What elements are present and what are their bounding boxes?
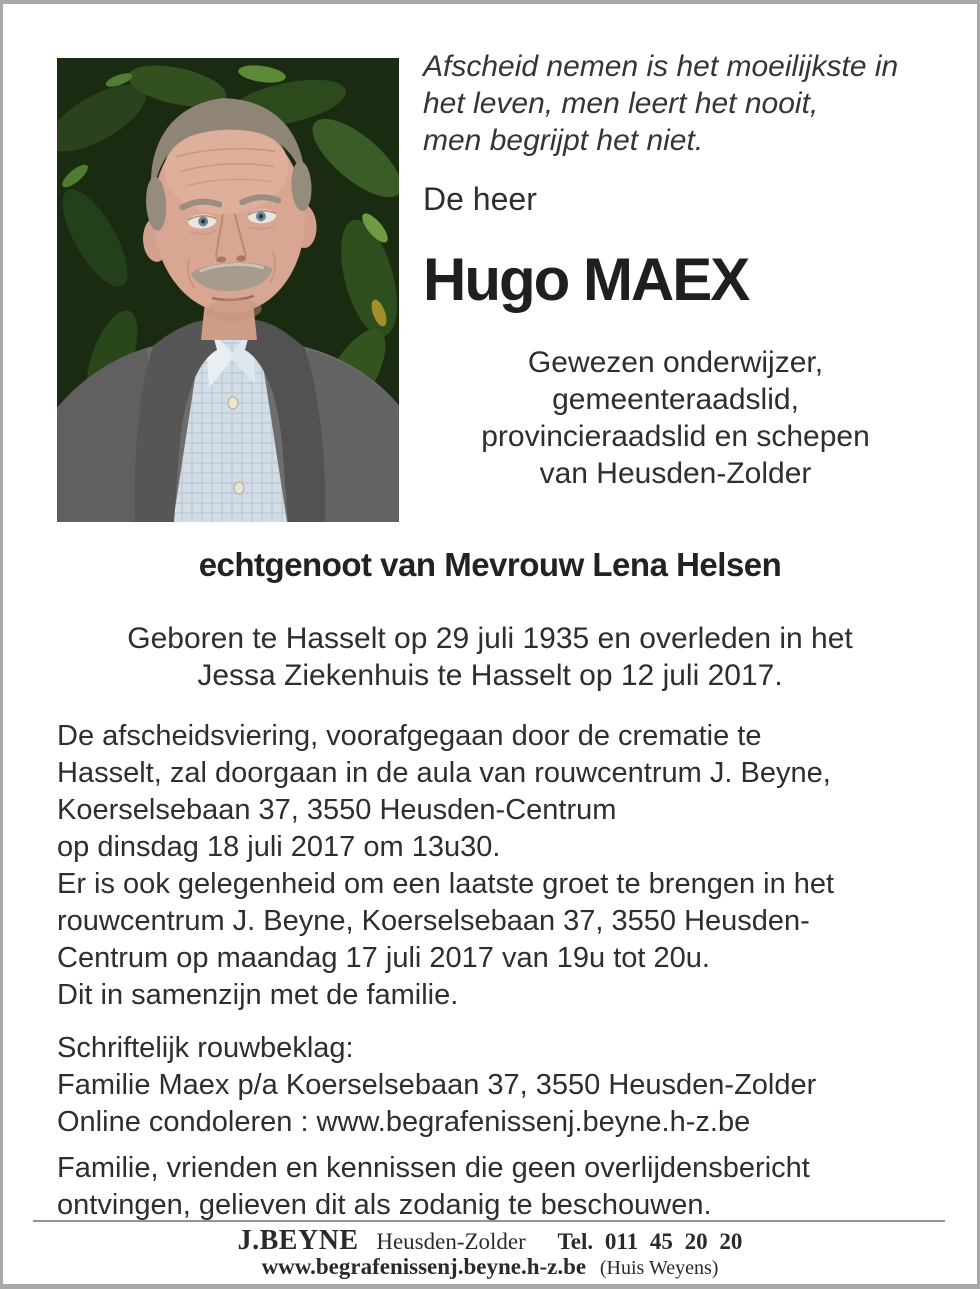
- funeral-home-name: J.BEYNE: [237, 1225, 359, 1256]
- footer-website-line: [3, 1255, 977, 1280]
- quote-line: men begrijpt het niet.: [423, 124, 704, 157]
- spouse-line: echtgenoot van Mevrouw Lena Helsen: [198, 546, 782, 583]
- quote-line: Afscheid nemen is het moeilijkste in: [423, 50, 899, 83]
- condolences-line: Schriftelijk rouwbeklag:: [57, 1032, 354, 1064]
- ceremony-line: rouwcentrum J. Beyne, Koerselsebaan 37, 3550 Heusden-: [57, 905, 810, 937]
- ceremony-line: Dit in samenzijn met de familie.: [57, 979, 459, 1011]
- ceremony-line: op dinsdag 18 juli 2017 om 13u30.: [57, 831, 501, 863]
- portrait-illustration: [57, 58, 399, 522]
- ceremony-line: Hasselt, zal doorgaan in de aula van rouwcentrum J. Beyne,: [57, 757, 831, 789]
- condolences-line: Online condoleren : www.begrafenissenj.beyne.h-z.be: [57, 1106, 751, 1138]
- funeral-home-footer: [3, 1227, 977, 1280]
- salutation: De heer: [423, 181, 537, 217]
- funeral-home-website: www.begrafenissenj.beyne.h-z.be: [261, 1254, 587, 1279]
- life-dates-line: Geboren te Hasselt op 29 juli 1935 en overleden in het: [127, 622, 853, 655]
- roles-list: [423, 344, 928, 492]
- footer-contact-line: [3, 1227, 977, 1255]
- ceremony-paragraph: [57, 718, 957, 1014]
- condolences-paragraph: [57, 1030, 957, 1141]
- funeral-home-house: (Huis Weyens): [599, 1257, 719, 1279]
- intro-column: [423, 48, 971, 492]
- footer-divider: [33, 1220, 945, 1222]
- farewell-quote: [423, 48, 971, 159]
- notice-paragraph: [57, 1150, 957, 1224]
- role-line: van Heusden-Zolder: [539, 457, 812, 490]
- quote-line: het leven, men leert het nooit,: [423, 87, 819, 120]
- ceremony-line: Centrum op maandag 17 juli 2017 van 19u tot 20u.: [57, 942, 710, 974]
- ceremony-line: De afscheidsviering, voorafgegaan door de crematie te: [57, 720, 762, 752]
- portrait-photo: [57, 58, 399, 522]
- role-line: Gewezen onderwijzer,: [527, 346, 824, 379]
- notice-line: Familie, vrienden en kennissen die geen overlijdensbericht: [57, 1152, 810, 1184]
- funeral-home-phone: Tel. 011 45 20 20: [557, 1229, 743, 1254]
- ceremony-line: Koerselsebaan 37, 3550 Heusden-Centrum: [57, 794, 617, 826]
- life-dates: [3, 620, 977, 694]
- role-line: provincieraadslid en schepen: [481, 420, 870, 453]
- life-dates-line: Jessa Ziekenhuis te Hasselt op 12 juli 2017.: [197, 659, 783, 692]
- condolences-line: Familie Maex p/a Koerselsebaan 37, 3550 Heusden-Zolder: [57, 1069, 817, 1101]
- funeral-home-city: Heusden-Zolder: [376, 1229, 526, 1254]
- role-line: gemeenteraadslid,: [552, 383, 799, 416]
- deceased-name: Hugo MAEX: [423, 246, 749, 313]
- ceremony-line: Er is ook gelegenheid om een laatste groet te brengen in het: [57, 868, 835, 900]
- notice-line: ontvingen, gelieven dit als zodanig te beschouwen.: [57, 1189, 712, 1221]
